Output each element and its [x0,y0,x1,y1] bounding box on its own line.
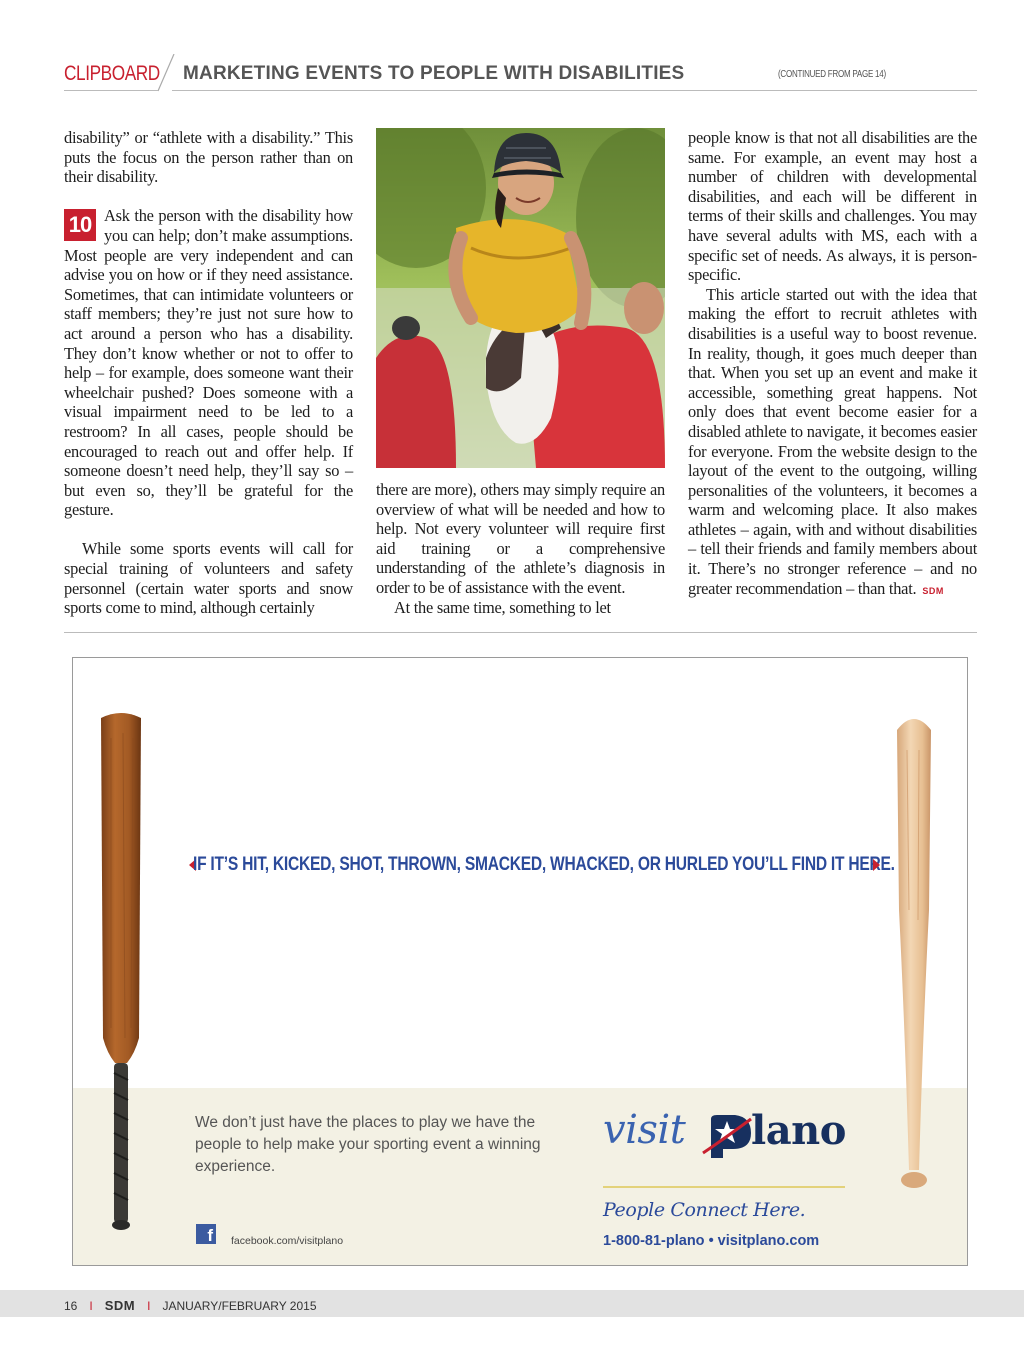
paragraph: people know is that not all disabilities are the same. For example, an event may host a number of children with developmental disabilities, and each will be different in terms of their skills and challenges. You may have several adults with MS, each with a specific set of needs. As always, it is person-specific. [688,128,977,285]
article-photo [376,128,665,468]
sdm-end-mark: SDM [922,585,944,596]
ad-tagline: IF IT’S HIT, KICKED, SHOT, THROWN, SMACKED, WHACKED, OR HURLED YOU’LL FIND IT HERE. [193,854,895,875]
article-column-2 [376,480,665,617]
facebook-icon: f [196,1224,216,1244]
page-header [64,52,977,92]
paragraph: At the same time, something to let [394,597,611,617]
baseball-bat-image [891,710,937,1240]
footer-issue-date: JANUARY/FEBRUARY 2015 [162,1299,317,1313]
tagline-arrow-right-icon [873,859,880,871]
paragraph [688,285,977,602]
paragraph-text: This article started out with the idea that making the effort to recruit athletes with disabilities is a useful way to boost revenue. In reality, though, it goes much deeper than that. When you set up an event and make it accessible, something great happens. Not only does that event become easier for a disabled athlete to navigate, it becomes easier for everyone. From the website design to the layout of the event to the outgoing, willing personalities of the volunteers, it becomes a warm and welcoming place. It also makes athletes – again, with and without disabilities – tell their friends and family members about it. There’s no stronger reference – and no greater recommendation – than that. [688,284,977,598]
tip-text: Ask the person with the disability how you can help; don’t make assumptions. Most people are very independent and can advise you on how or if they need assistance. Sometimes, that can intimidate volunteers or staff members; they’re just not sure how to act around a person who has a disability. They don’t know whether or not to offer to help – for example, does someone want their wheelchair pushed? Does someone with a visual impairment need to be led to a restroom? In all cases, people should be encouraged to reach out and offer help. If someone doesn’t need help, they’ll say so – but even so, they’ll be grateful for the gesture. [64,206,353,520]
header-slash-divider [156,54,176,92]
header-rule [172,90,977,91]
tip-number-badge: 10 [64,209,96,241]
cricket-bat-image [93,708,149,1238]
article-title: MARKETING EVENTS TO PEOPLE WITH DISABILITIES [183,63,685,84]
paragraph: there are more), others may simply require an overview of what will be needed and how to help. Not every volunteer will require first aid training or a comprehensive understanding of the athlete’s diagnosis in order to be of assistance with the event. [376,480,665,597]
footer-separator: I [147,1299,151,1313]
visit-plano-advertisement [72,657,968,1266]
section-label: CLIPBOARD [64,62,160,85]
facebook-url[interactable]: facebook.com/visitplano [231,1235,344,1247]
paragraph: disability” or “athlete with a disability.” This puts the focus on the person rather than on their disability. [64,128,353,187]
continued-note: (CONTINUED FROM PAGE 14) [778,69,886,80]
footer-text [64,1298,317,1313]
ad-body-text: We don’t just have the places to play we have the people to help make your sporting event a winning experience. [195,1114,541,1175]
logo-visit-text: visit [603,1107,686,1153]
horse-riding-photo-illustration [376,128,665,468]
footer-magazine-name: SDM [104,1298,136,1313]
header-rule [64,90,158,91]
tip-paragraph [64,206,353,520]
logo-lano-text: lano [751,1107,846,1154]
visit-plano-logo [603,1107,853,1163]
texas-star-p-icon [701,1113,753,1163]
page-number: 16 [64,1299,78,1313]
article-column-3 [688,128,977,601]
article-bottom-rule [64,632,977,633]
ad-contact-line: 1-800-81-plano • visitplano.com [603,1233,820,1249]
logo-divider [603,1186,845,1188]
article-column-1 [64,128,353,618]
ad-slogan: People Connect Here. [603,1199,806,1221]
page-footer [0,1290,1024,1317]
paragraph: While some sports events will call for special training of volunteers and safety personnel (certain water sports and snow sports come to mind, although certainly [64,539,353,618]
footer-separator: I [89,1299,93,1313]
